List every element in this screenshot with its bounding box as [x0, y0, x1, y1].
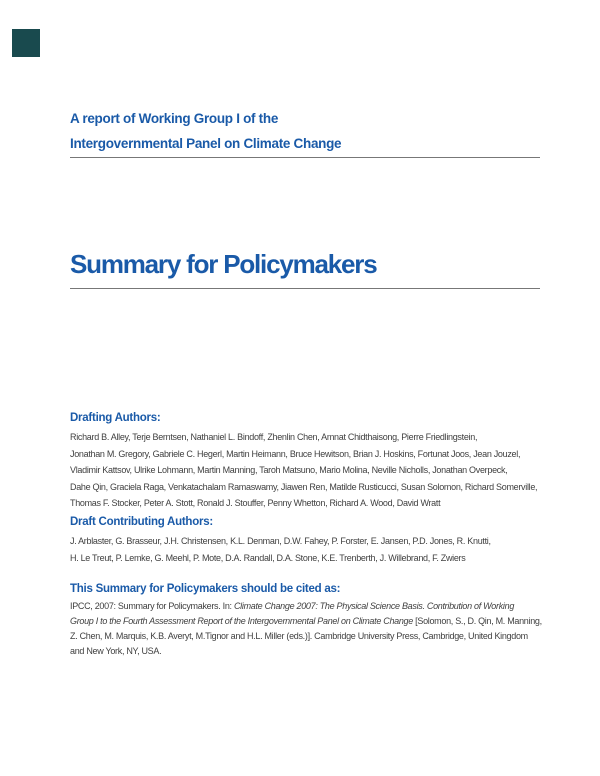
report-attribution-line2: Intergovernmental Panel on Climate Change	[70, 136, 342, 151]
author-line: Jonathan M. Gregory, Gabriele C. Hegerl, Martin Heimann, Bruce Hewitson, Brian J. Hoskins, Fortunat Joos, Jean Jouzel,	[70, 448, 521, 459]
author-line: Thomas F. Stocker, Peter A. Stott, Ronald J. Stouffer, Penny Whetton, Richard A. Wood, David Wratt	[70, 498, 441, 508]
citation-heading: This Summary for Policymakers should be cited as:	[70, 583, 341, 595]
citation-line	[70, 614, 540, 629]
citation-italic-title: Group I to the Fourth Assessment Report of the Intergovernmental Panel on Climate Change	[70, 616, 413, 626]
drafting-authors-section	[70, 410, 540, 512]
drafting-authors-heading: Drafting Authors:	[70, 412, 161, 424]
author-line: Vladimir Kattsov, Ulrike Lohmann, Martin Manning, Taroh Matsuno, Mario Molina, Neville Nicholls, Jonathan Overpeck,	[70, 465, 508, 475]
author-line: H. Le Treut, P. Lemke, G. Meehl, P. Mote, D.A. Randall, D.A. Stone, K.E. Trenberth, J. Willebrand, F. Zwiers	[70, 552, 466, 563]
drafting-authors-list	[70, 429, 540, 512]
author-line: Dahe Qin, Graciela Raga, Venkatachalam Ramaswamy, Jiawen Ren, Matilde Rusticucci, Susan Solomon, Richard Somerville,	[70, 481, 538, 492]
citation-roman-text: [Solomon, S., D. Qin, M. Manning,	[412, 616, 542, 626]
report-attribution-line1: A report of Working Group I of the	[70, 111, 279, 126]
contributing-authors-heading: Draft Contributing Authors:	[70, 516, 213, 528]
citation-line: and New York, NY, USA.	[70, 646, 162, 656]
author-line: Richard B. Alley, Terje Berntsen, Nathaniel L. Bindoff, Zhenlin Chen, Amnat Chidthaisong, Pierre Friedlingstein,	[70, 432, 478, 442]
citation-italic-title: Climate Change 2007: The Physical Science Basis. Contribution of Working	[233, 601, 515, 611]
report-attribution	[70, 106, 540, 156]
citation-line: Z. Chen, M. Marquis, K.B. Averyt, M.Tignor and H.L. Miller (eds.)]. Cambridge University Press, Cambridge, United Kingdom	[70, 631, 528, 641]
citation-section	[70, 581, 540, 659]
citation-text	[70, 599, 540, 659]
corner-marker	[12, 29, 40, 57]
author-line: J. Arblaster, G. Brasseur, J.H. Christensen, K.L. Denman, D.W. Fahey, P. Forster, E. Jansen, P.D. Jones, R. Knutti,	[70, 536, 491, 546]
contributing-authors-section	[70, 514, 540, 566]
citation-roman-text: IPCC, 2007: Summary for Policymakers. In:	[70, 601, 234, 611]
citation-line	[70, 599, 540, 614]
divider-title	[70, 288, 540, 289]
divider-top	[70, 157, 540, 158]
page-title: Summary for Policymakers	[70, 249, 377, 279]
contributing-authors-list	[70, 533, 540, 566]
